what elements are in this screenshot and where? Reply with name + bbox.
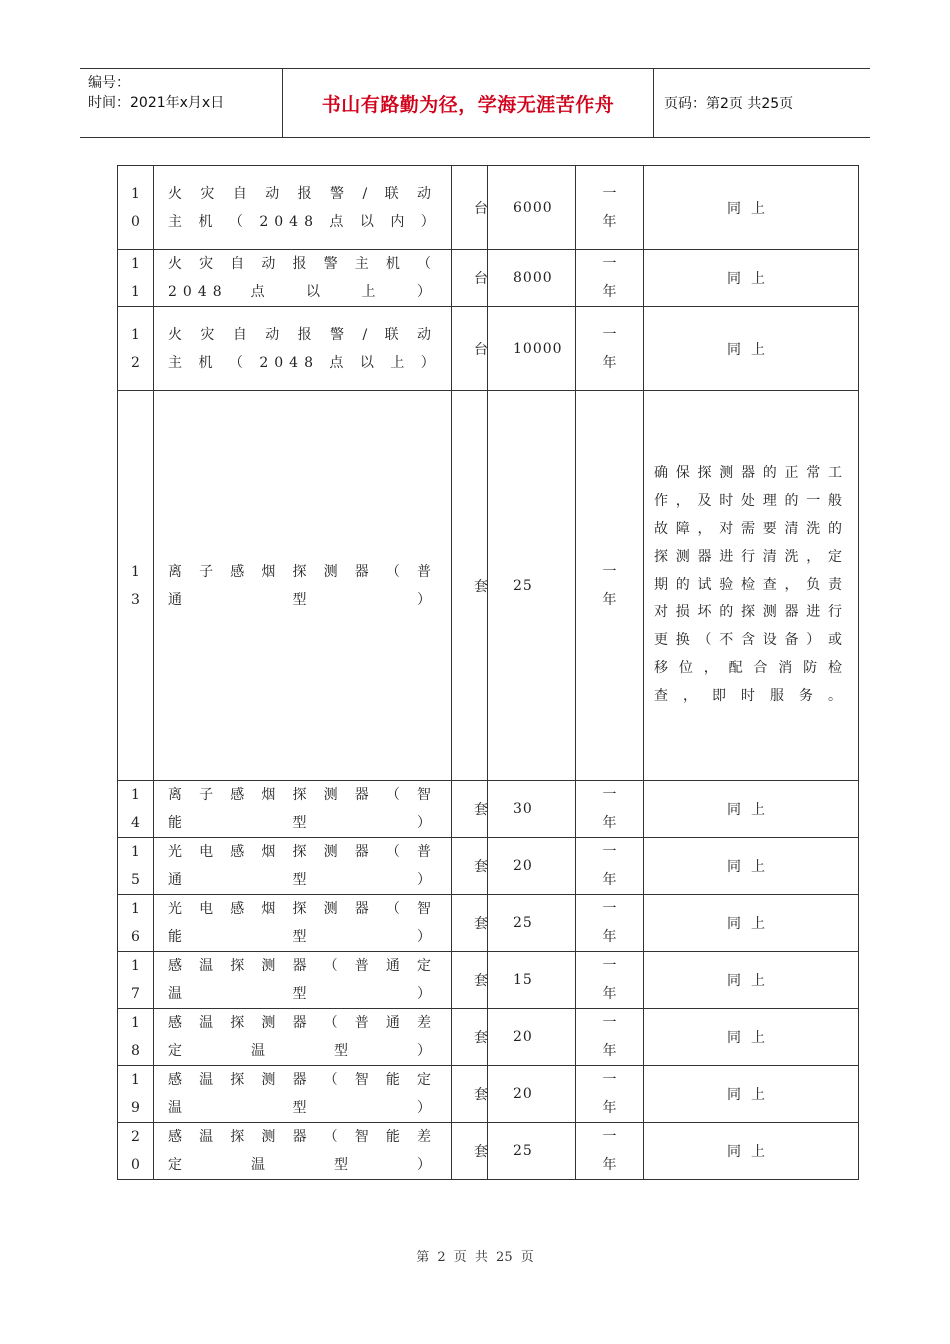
service-content: 同上 — [644, 1123, 859, 1180]
item-price: 15 — [488, 952, 576, 1009]
item-name: 感 温 探 测 器 （ 普 通 差 定 温 型 ） — [154, 1009, 452, 1066]
date-label: 时间：2021年x月x日 — [88, 95, 225, 111]
service-period: 一 年 — [576, 1123, 644, 1180]
item-price: 8000 — [488, 250, 576, 307]
header-left — [80, 69, 282, 137]
item-unit: 台 — [452, 250, 488, 307]
service-content: 同上 — [644, 895, 859, 952]
service-period: 一 年 — [576, 250, 644, 307]
service-period: 一 年 — [576, 895, 644, 952]
service-content: 确保探测器的正常工作，及时处理的一般故障，对需要清洗的探测器进行清洗，定期的试验检查，负责对损坏的探测器进行更换（不含设备）或移位，配合消防检查，即时服务。 — [644, 391, 859, 781]
table-row — [118, 250, 859, 307]
item-price: 20 — [488, 838, 576, 895]
item-unit: 套 — [452, 1066, 488, 1123]
service-content: 同上 — [644, 952, 859, 1009]
item-unit: 套 — [452, 1009, 488, 1066]
item-price: 25 — [488, 895, 576, 952]
item-name: 感 温 探 测 器 （ 智 能 定 温 型 ） — [154, 1066, 452, 1123]
item-price: 20 — [488, 1066, 576, 1123]
table-row — [118, 1009, 859, 1066]
row-number: 1 7 — [118, 952, 154, 1009]
service-content: 同上 — [644, 307, 859, 391]
service-content: 同上 — [644, 250, 859, 307]
service-period: 一 年 — [576, 1009, 644, 1066]
item-unit: 套 — [452, 895, 488, 952]
service-price-table — [117, 165, 859, 1180]
page-indicator: 页码：第2页 共25页 — [664, 96, 794, 112]
row-number: 1 3 — [118, 391, 154, 781]
service-period: 一 年 — [576, 1066, 644, 1123]
service-period: 一 年 — [576, 307, 644, 391]
row-number: 1 4 — [118, 781, 154, 838]
service-period: 一 年 — [576, 391, 644, 781]
item-unit: 套 — [452, 391, 488, 781]
item-name: 光 电 感 烟 探 测 器 （ 普 通 型 ） — [154, 838, 452, 895]
table-row — [118, 307, 859, 391]
item-unit: 台 — [452, 166, 488, 250]
item-price: 20 — [488, 1009, 576, 1066]
item-unit: 套 — [452, 952, 488, 1009]
item-name: 感 温 探 测 器 （ 智 能 差 定 温 型 ） — [154, 1123, 452, 1180]
item-price: 25 — [488, 1123, 576, 1180]
row-number: 2 0 — [118, 1123, 154, 1180]
item-unit: 台 — [452, 307, 488, 391]
row-number: 1 1 — [118, 250, 154, 307]
service-period: 一 年 — [576, 166, 644, 250]
service-content: 同上 — [644, 838, 859, 895]
item-price: 30 — [488, 781, 576, 838]
item-name: 火 灾 自 动 报 警 / 联 动 主 机 （ 2048 点 以 内 ） — [154, 166, 452, 250]
table-row — [118, 952, 859, 1009]
service-period: 一 年 — [576, 952, 644, 1009]
service-period: 一 年 — [576, 781, 644, 838]
item-name: 火 灾 自 动 报 警 / 联 动 主 机 （ 2048 点 以 上 ） — [154, 307, 452, 391]
item-price: 6000 — [488, 166, 576, 250]
document-number-label: 编号： — [88, 75, 130, 91]
page-footer: 第 2 页 共 25 页 — [416, 1250, 534, 1265]
item-unit: 套 — [452, 838, 488, 895]
service-content: 同上 — [644, 781, 859, 838]
item-unit: 套 — [452, 1123, 488, 1180]
service-content: 同上 — [644, 1009, 859, 1066]
row-number: 1 8 — [118, 1009, 154, 1066]
row-number: 1 5 — [118, 838, 154, 895]
row-number: 1 2 — [118, 307, 154, 391]
table-row — [118, 166, 859, 250]
item-name: 感 温 探 测 器 （ 普 通 定 温 型 ） — [154, 952, 452, 1009]
item-name: 光 电 感 烟 探 测 器 （ 智 能 型 ） — [154, 895, 452, 952]
table-row — [118, 391, 859, 781]
table-row — [118, 781, 859, 838]
service-period: 一 年 — [576, 838, 644, 895]
service-content: 同上 — [644, 166, 859, 250]
table-row — [118, 895, 859, 952]
item-unit: 套 — [452, 781, 488, 838]
row-number: 1 6 — [118, 895, 154, 952]
page-header — [80, 68, 870, 138]
table-row — [118, 838, 859, 895]
service-content: 同上 — [644, 1066, 859, 1123]
item-name: 火 灾 自 动 报 警 主 机 （ 2048 点 以 上 ） — [154, 250, 452, 307]
item-price: 25 — [488, 391, 576, 781]
header-motto: 书山有路勤为径，学海无涯苦作舟 — [282, 69, 654, 137]
table-row — [118, 1123, 859, 1180]
row-number: 1 9 — [118, 1066, 154, 1123]
item-price: 10000 — [488, 307, 576, 391]
row-number: 1 0 — [118, 166, 154, 250]
table-row — [118, 1066, 859, 1123]
item-name: 离 子 感 烟 探 测 器 （ 智 能 型 ） — [154, 781, 452, 838]
item-name: 离 子 感 烟 探 测 器 （ 普 通 型 ） — [154, 391, 452, 781]
